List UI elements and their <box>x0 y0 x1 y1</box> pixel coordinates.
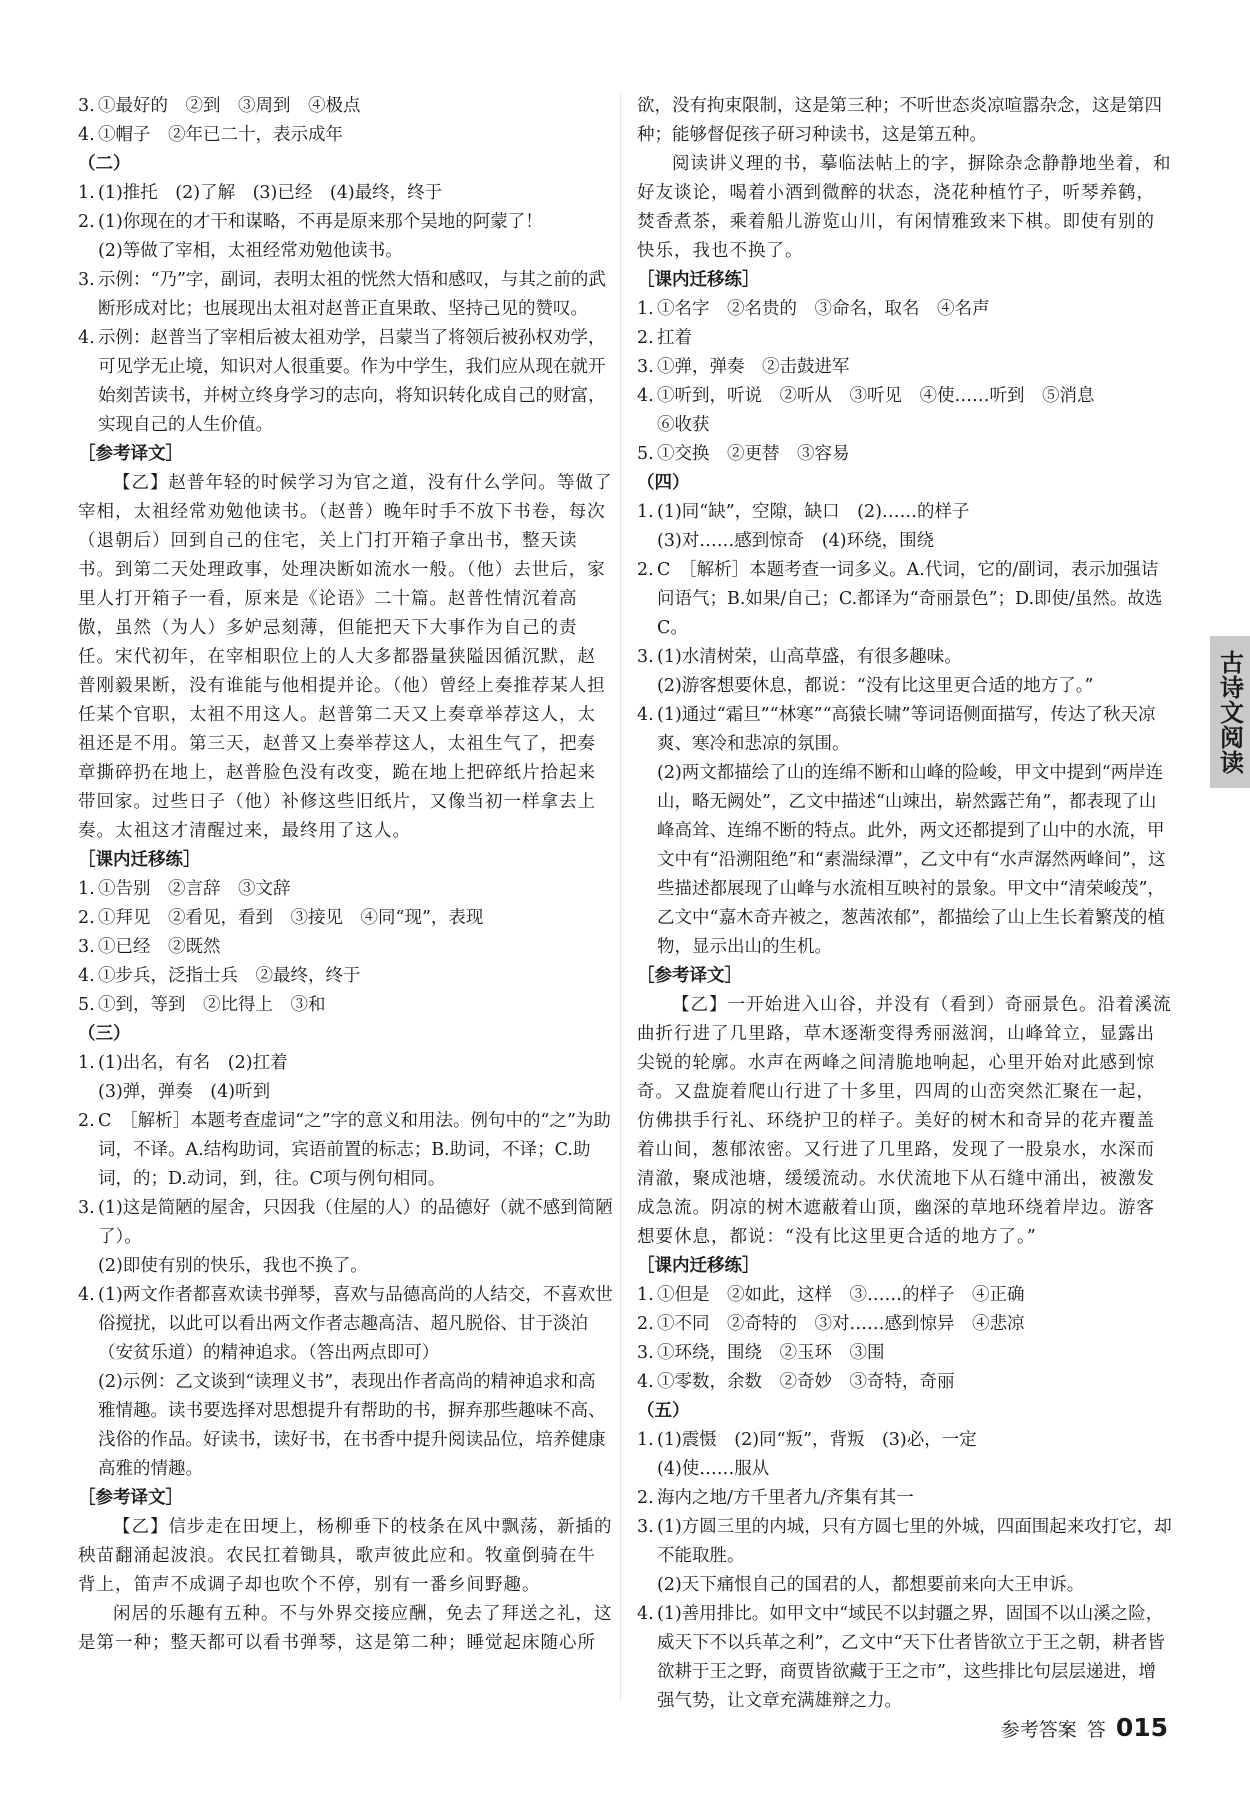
answer-item <box>637 1310 1172 1339</box>
item-text: (1)通过“霜旦”“林寒”“高猿长啸”等词语侧面描写，传达了秋天凉爽、寒冷和悲凉的氛围。 <box>657 705 1156 754</box>
item-text: ①帽子 ②年已二十，表示成年 <box>98 125 343 145</box>
item-text: (1)推托 (2)了解 (3)已经 (4)最终，终于 <box>98 183 443 203</box>
block-heading: ［课内迁移练］ <box>637 1256 760 1276</box>
section-side-tab: 古诗文阅读 <box>1210 636 1250 788</box>
item-text: ①但是 ②如此，这样 ③……的样子 ④正确 <box>657 1285 1025 1305</box>
answer-item <box>78 933 613 962</box>
item-number: 3. <box>78 270 95 290</box>
answer-item <box>637 556 1172 643</box>
answer-item <box>78 121 613 150</box>
answer-item <box>78 1194 613 1252</box>
item-number: 1. <box>78 879 95 899</box>
translation-paragraph: 阅读讲义理的书，摹临法帖上的字，摒除杂念静静地坐着，和好友谈论，喝着小酒到微醉的状态，浇花种植竹子，听琴养鹤，焚香煮茶，乘着船儿游览山川，有闲情雅致来下棋。即使有别的快乐，我也不换了。 <box>637 154 1172 261</box>
answer-item <box>78 208 613 237</box>
item-text: (1)同“缺”，空隙，缺口 (2)……的样子 <box>657 502 970 522</box>
item-text: C ［解析］本题考查一词多义。A.代词，它的/副词，表示加强诘问语气；B.如果/自己；C.都译为“奇丽景色”；D.即使/虽然。故选C。 <box>657 560 1163 638</box>
item-text: ①不同 ②奇特的 ③对……感到惊异 ④悲凉 <box>657 1314 1025 1334</box>
left-column <box>78 92 613 1658</box>
answer-item <box>78 179 613 208</box>
item-number: 3. <box>637 1343 654 1363</box>
answer-item <box>637 1513 1172 1571</box>
answer-item <box>637 701 1172 759</box>
item-text: ①听到，听说 ②听从 ③听见 ④使……听到 ⑤消息 <box>657 386 1095 406</box>
answer-item <box>78 1281 613 1368</box>
answer-item <box>637 498 1172 527</box>
answer-subitem: ⑥收获 <box>657 415 710 435</box>
item-number: 3. <box>78 937 95 957</box>
item-number: 4. <box>78 328 95 348</box>
item-text: ①拜见 ②看见，看到 ③接见 ④同“现”，表现 <box>98 908 484 928</box>
page-number: 015 <box>1115 1713 1168 1742</box>
item-number: 3. <box>637 357 654 377</box>
section-heading: （三） <box>78 1024 131 1044</box>
answer-item <box>637 1600 1172 1716</box>
item-text: C ［解析］本题考查虚词“之”字的意义和用法。例句中的“之”为助词，不译。A.结构助词，宾语前置的标志；B.助词，不译；C.助词，的；D.动词，到，往。C项与例句相同。 <box>98 1111 611 1189</box>
item-text: ①步兵，泛指士兵 ②最终，终于 <box>98 966 361 986</box>
item-number: 2. <box>637 1488 654 1508</box>
block-heading: ［课内迁移练］ <box>78 850 201 870</box>
item-number: 3. <box>78 96 95 116</box>
block-heading: ［参考译文］ <box>78 1488 183 1508</box>
item-text: ①交换 ②更替 ③容易 <box>657 444 850 464</box>
item-text: (1)水清树荣，山高草盛，有很多趣味。 <box>657 647 962 667</box>
item-number: 4. <box>78 966 95 986</box>
item-text: ①到，等到 ②比得上 ③和 <box>98 995 326 1015</box>
item-number: 1. <box>637 502 654 522</box>
answer-item <box>637 643 1172 672</box>
answer-subitem: (2)两文都描绘了山的连绵不断和山峰的险峻，甲文中提到“两岸连山，略无阙处”，乙文中描述“山竦出，崭然露芒角”，都表现了山峰高耸、连绵不断的特点。此外，两文还都提到了山中的水流，甲文中有“沿溯阻绝”和“素湍绿潭”，乙文中有“水声潺然两峰间”，这些描述都展现了山峰与水流相互映衬的景象。甲文中“清荣峻茂”，乙文中“嘉木奇卉被之，葱茜浓郁”，都描绘了山上生长着繁茂的植物，显示出山的生机。 <box>657 763 1166 957</box>
right-column <box>637 92 1172 1716</box>
footer-prefix: 答 <box>1086 1719 1106 1741</box>
item-text: (1)这是简陋的屋舍，只因我（住屋的人）的品德好（就不感到简陋了）。 <box>98 1198 613 1247</box>
item-number: 4. <box>637 386 654 406</box>
item-text: ①已经 ②既然 <box>98 937 221 957</box>
item-number: 2. <box>637 1314 654 1334</box>
answer-item <box>637 1426 1172 1455</box>
block-heading: ［参考译文］ <box>637 966 742 986</box>
item-text: 扛着 <box>657 328 692 348</box>
answer-subitem: (2)天下痛恨自己的国君的人，都想要前来向大王申诉。 <box>657 1575 1085 1595</box>
item-text: 海内之地/方千里者九/齐集有其一 <box>657 1488 914 1508</box>
answer-item <box>637 1484 1172 1513</box>
answer-item <box>637 324 1172 353</box>
item-text: 示例：“乃”字，副词，表明太祖的恍然大悟和感叹，与其之前的武断形成对比；也展现出太祖对赵普正直果敢、坚持己见的赞叹。 <box>98 270 606 319</box>
answer-item <box>637 382 1172 411</box>
section-heading: （五） <box>637 1401 690 1421</box>
answer-item <box>78 962 613 991</box>
answer-item <box>78 1049 613 1078</box>
translation-paragraph: 【乙】一开始进入山谷，并没有（看到）奇丽景色。沿着溪流曲折行进了几里路，草木逐渐变得秀丽滋润，山峰耸立，显露出尖锐的轮廓。水声在两峰之间清脆地响起，心里开始对此感到惊奇。又盘旋着爬山行进了十多里，四周的山峦突然汇聚在一起，仿佛拱手行礼、环绕护卫的样子。美好的树木和奇异的花卉覆盖着山间，葱郁浓密。又行进了几里路，发现了一股泉水，水深而清澈，聚成池塘，缓缓流动。水伏流地下从石缝中涌出，被激发成急流。阴凉的树木遮蔽着山顶，幽深的草地环绕着岸边。游客想要休息，都说：“没有比这里更合适的地方了。” <box>637 995 1172 1247</box>
footer-label: 参考答案 <box>1000 1719 1077 1741</box>
item-number: 3. <box>637 1517 654 1537</box>
item-number: 5. <box>78 995 95 1015</box>
translation-paragraph: 【乙】信步走在田埂上，杨柳垂下的枝条在风中飘荡，新插的秧苗翻涌起波浪。农民扛着锄具，歌声彼此应和。牧童倒骑在牛背上，笛声不成调子却也吹个不停，别有一番乡间野趣。 <box>78 1517 613 1595</box>
answer-subitem: (4)使……服从 <box>657 1459 770 1479</box>
item-number: 4. <box>78 125 95 145</box>
item-number: 4. <box>637 1604 654 1624</box>
answer-item <box>637 1339 1172 1368</box>
column-divider <box>620 92 621 1702</box>
answer-item <box>637 440 1172 469</box>
item-number: 2. <box>637 328 654 348</box>
item-text: (1)两文作者都喜欢读书弹琴，喜欢与品德高尚的人结交，不喜欢世俗搅扰，以此可以看出两文作者志趣高洁、超凡脱俗、甘于淡泊（安贫乐道）的精神追求。（答出两点即可） <box>98 1285 613 1363</box>
item-text: ①环绕，围绕 ②玉环 ③围 <box>657 1343 885 1363</box>
answer-item <box>78 875 613 904</box>
item-text: ①名字 ②名贵的 ③命名，取名 ④名声 <box>657 299 990 319</box>
block-heading: ［课内迁移练］ <box>637 270 760 290</box>
answer-item <box>637 1368 1172 1397</box>
item-number: 3. <box>637 647 654 667</box>
item-number: 5. <box>637 444 654 464</box>
item-text: ①零数，余数 ②奇妙 ③奇特，奇丽 <box>657 1372 955 1392</box>
item-number: 4. <box>637 1372 654 1392</box>
item-number: 1. <box>637 299 654 319</box>
item-number: 2. <box>78 908 95 928</box>
item-number: 1. <box>78 183 95 203</box>
continued-paragraph: 欲，没有拘束限制，这是第三种；不听世态炎凉喧嚣杂念，这是第四种；能够督促孩子研习种读书，这是第五种。 <box>637 96 1162 145</box>
item-text: 示例：赵普当了宰相后被太祖劝学，吕蒙当了将领后被孙权劝学，可见学无止境，知识对人很重要。作为中学生，我们应从现在就开始刻苦读书，并树立终身学习的志向，将知识转化成自己的财富，实现自己的人生价值。 <box>98 328 606 435</box>
item-text: ①告别 ②言辞 ③文辞 <box>98 879 291 899</box>
item-number: 3. <box>78 1198 95 1218</box>
answer-item <box>637 1281 1172 1310</box>
answer-subitem: (3)弹，弹奏 (4)听到 <box>98 1082 271 1102</box>
item-number: 4. <box>78 1285 95 1305</box>
answer-subitem: (2)即使有别的快乐，我也不换了。 <box>98 1256 368 1276</box>
item-number: 2. <box>637 560 654 580</box>
section-heading: （二） <box>78 154 131 174</box>
answer-item <box>637 353 1172 382</box>
item-text: ①最好的 ②到 ③周到 ④极点 <box>98 96 361 116</box>
item-number: 4. <box>637 705 654 725</box>
item-text: (1)震慑 (2)同“叛”，背叛 (3)必，一定 <box>657 1430 977 1450</box>
answer-subitem: (2)游客想要休息，都说：“没有比这里更合适的地方了。” <box>657 676 1094 696</box>
item-text: (1)出名，有名 (2)扛着 <box>98 1053 288 1073</box>
item-number: 2. <box>78 1111 95 1131</box>
answer-item <box>78 266 613 324</box>
item-number: 2. <box>78 212 95 232</box>
block-heading: ［参考译文］ <box>78 444 183 464</box>
section-heading: （四） <box>637 473 690 493</box>
answer-item <box>78 991 613 1020</box>
item-text: (1)你现在的才干和谋略，不再是原来那个吴地的阿蒙了！ <box>98 212 543 232</box>
item-text: (1)方圆三里的内城，只有方圆七里的外城，四面围起来攻打它，却不能取胜。 <box>657 1517 1172 1566</box>
item-number: 1. <box>78 1053 95 1073</box>
answer-subitem: (3)对……感到惊奇 (4)环绕，围绕 <box>657 531 935 551</box>
answer-subitem: (2)等做了宰相，太祖经常劝勉他读书。 <box>98 241 403 261</box>
page-footer <box>1001 1713 1168 1742</box>
answer-item <box>637 295 1172 324</box>
answer-item <box>78 904 613 933</box>
item-text: (1)善用排比。如甲文中“域民不以封疆之界，固国不以山溪之险，威天下不以兵革之利”，乙文中“天下仕者皆欲立于王之朝，耕者皆欲耕于王之野，商贾皆欲藏于王之市”，这些排比句层层递进，增强气势，让文章充满雄辩之力。 <box>657 1604 1165 1711</box>
item-text: ①弹，弹奏 ②击鼓进军 <box>657 357 850 377</box>
answer-item <box>78 324 613 440</box>
translation-paragraph: 【乙】赵普年轻的时候学习为官之道，没有什么学问。等做了宰相，太祖经常劝勉他读书。（赵普）晚年时手不放下书卷，每次（退朝后）回到自己的住宅，关上门打开箱子拿出书，整天读书。到第二天处理政事，处理决断如流水一般。（他）去世后，家里人打开箱子一看，原来是《论语》二十篇。赵普性情沉着高傲，虽然（为人）多妒忌刻薄，但能把天下大事作为自己的责任。宋代初年，在宰相职位上的人大多都器量狭隘因循沉默，赵普刚毅果断，没有谁能与他相提并论。（他）曾经上奏推荐某人担任某个官职，太祖不用这人。赵普第二天又上奏章举荐这人，太祖还是不用。第三天，赵普又上奏举荐这人，太祖生气了，把奏章撕碎扔在地上，赵普脸色没有改变，跪在地上把碎纸片拾起来带回家。过些日子（他）补修这些旧纸片，又像当初一样拿去上奏。太祖这才清醒过来，最终用了这人。 <box>78 473 613 841</box>
item-number: 1. <box>637 1430 654 1450</box>
answer-subitem: (2)示例：乙文谈到“读理义书”，表现出作者高尚的精神追求和高雅情趣。读书要选择对思想提升有帮助的书，摒弃那些趣味不高、浅俗的作品。好读书，读好书，在书香中提升阅读品位，培养健康高雅的情趣。 <box>98 1372 606 1479</box>
translation-paragraph: 闲居的乐趣有五种。不与外界交接应酬，免去了拜送之礼，这是第一种；整天都可以看书弹琴，这是第二种；睡觉起床随心所 <box>78 1604 613 1653</box>
item-number: 1. <box>637 1285 654 1305</box>
answer-item <box>78 92 613 121</box>
answer-item <box>78 1107 613 1194</box>
